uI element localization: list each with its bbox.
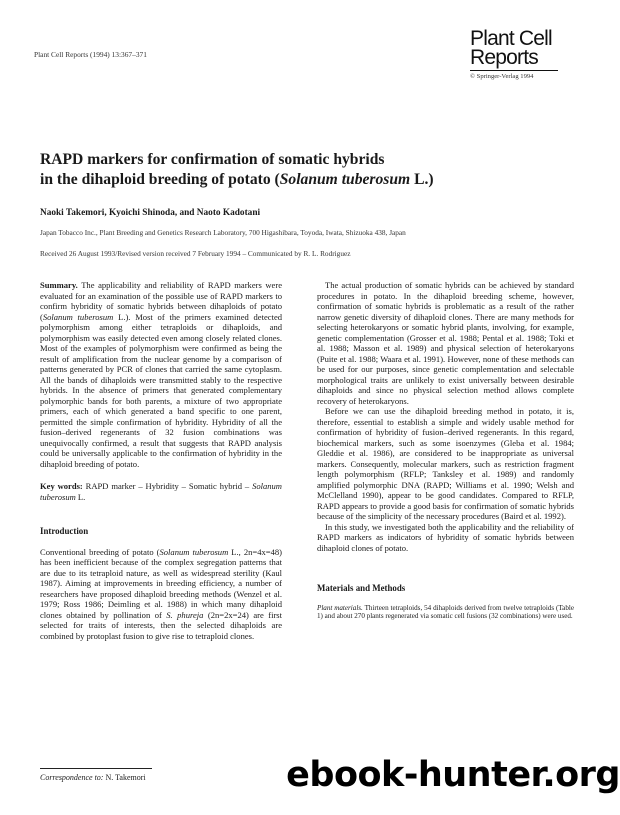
- keywords-label: Key words:: [40, 481, 83, 491]
- plant-materials-text: Thirteen tetraploids, 54 dihaploids derived from twelve tetraploids (Table 1) and about 270 plants regenerated via somatic cell fusions (32 combinations) were used.: [317, 603, 574, 621]
- right-paragraph-2: Before we can use the dihaploid breeding method in potato, it is, therefore, essential to establish a simple and widely usable method for confirmation of hybridity of fusion–derived regenerants. In this regard, biochemical markers, such as some isoenzymes (Gleba et al. 1984; Gleddie et al. 1986), are considered to be inappropriate as universal markers. Consequently, molecular markers, such as restriction fragment length polymorphism (RFLP; Tanksley et al. 1989) and randomly amplified polymorphic DNA (RAPD; Williams et al. 1990; Welsh and McClelland 1990), appear to be good candidates. Compared to RFLP, RAPD appears to provide a good basis for confirmation of somatic hybrids because of the simplicity of the necessary procedures (Baird et al. 1992).: [317, 406, 574, 521]
- summary: [40, 280, 282, 469]
- affiliation: Japan Tobacco Inc., Plant Breeding and Genetics Research Laboratory, 700 Higashibara, Toyoda, Iwata, Shizuoka 438, Japan: [40, 228, 406, 237]
- left-column: [40, 280, 282, 641]
- article-title: [40, 150, 600, 190]
- title-end: L.): [410, 171, 434, 188]
- correspondence-label: Correspondence to:: [40, 773, 104, 782]
- right-column: [317, 280, 574, 621]
- title-species: Solanum tuberosum: [279, 171, 411, 188]
- summary-text-1: The applicability and reliability of RAPD markers were evaluated for an examination of the possible use of RAPD markers to confirm hybridity of somatic hybrids between dihaploids of potato (: [40, 280, 282, 322]
- keywords-end: L.: [75, 491, 86, 502]
- right-paragraph-3: In this study, we investigated both the applicability and the reliability of RAPD markers as indicators of hybridity of somatic hybrids between dihaploid clones of potato.: [317, 521, 574, 553]
- correspondence-name: N. Takemori: [103, 773, 146, 782]
- intro-species: Solanum tuberosum: [159, 546, 229, 557]
- plant-materials-label: Plant materials.: [317, 603, 363, 612]
- title-line1: RAPD markers for confirmation of somatic hybrids: [40, 151, 385, 168]
- intro-species-2: S. phureja: [166, 609, 204, 620]
- title-part2: in the dihaploid breeding of potato (: [40, 171, 280, 188]
- summary-text-2: L.). Most of the primers examined detected polymorphism among either tetraploids or dihaploids, and polymorphism was easily detected even among closely related clones. Most of the examples of polymorphism were confirmed as being the result of amplification from the nuclear genome by a comparison of patterns generated by PCR of clones that carried the same cytoplasm. All the bands of dihaploids were transmitted stably to the respective hybrids. In the absence of primers that generated complementary polymorphic bands for both parents, a mixture of two appropriate primers, each of which generated a band specific to one parent, permitted the simple confirmation of hybridity. Hybridity of all the fusion–derived regenerants of 32 fusion combinations was unequivocally confirmed, a result that suggests that RAPD analysis could be universally applicable to the confirmation of hybridity in the dihaploid breeding of potato.: [40, 311, 283, 469]
- plant-materials: [317, 604, 574, 621]
- copyright: © Springer-Verlag 1994: [470, 73, 534, 80]
- keywords: [40, 481, 282, 502]
- keywords-text: RAPD marker – Hybridity – Somatic hybrid –: [82, 481, 253, 491]
- intro-text-1: Conventional breeding of potato (: [40, 546, 160, 557]
- introduction-paragraph: [40, 547, 282, 642]
- authors: Naoki Takemori, Kyoichi Shinoda, and Naoto Kadotani: [40, 208, 261, 218]
- keywords-species: Solanum tuberosum: [40, 481, 282, 502]
- title-line2: [40, 170, 600, 190]
- journal-rule: [470, 70, 558, 71]
- journal-logo: [470, 29, 590, 80]
- summary-species: Solanum tuberosum: [42, 311, 114, 322]
- footnote-rule: [40, 768, 152, 769]
- intro-text-2: L., 2n=4x=48) has been inefficient because of the complex segregation patterns that are due to its tetraploid nature, as well as widespread sterility (Kaul 1987). Aiming at improvements in breeding efficiency, a number of researchers have proposed dihaploid breeding methods (Wenzel et al. 1979; Ross 1986; Deimling et al. 1988) in which many dihaploid clones obtained by pollination of: [40, 546, 282, 620]
- introduction-heading: Introduction: [40, 526, 89, 536]
- journal-name-line1: Plant Cell: [470, 27, 552, 50]
- methods-heading: Materials and Methods: [317, 583, 406, 593]
- journal-name-line2: Reports: [470, 46, 538, 69]
- received-dates: Received 26 August 1993/Revised version received 7 February 1994 – Communicated by R. L. Rodriguez: [40, 249, 351, 258]
- intro-text-3: (2n=2x=24) are first selected for traits of interests, then the selected dihaploids are combined by protoplast fusion to give rise to tetraploid clones.: [40, 609, 282, 641]
- correspondence: [40, 773, 146, 782]
- summary-label: Summary.: [40, 280, 78, 290]
- journal-citation: Plant Cell Reports (1994) 13:367–371: [34, 50, 147, 59]
- right-paragraph-1: The actual production of somatic hybrids can be achieved by standard procedures in potato. In the dihaploid breeding scheme, however, confirmation of somatic hybrids is problematic as a result of the rather narrow genetic diversity of dihaploid clones. There are many methods for selecting heterokaryons or somatic hybrid plants, involving, for example, genetic complementation (Grosser et al. 1988; Pental et al. 1988; Toki et al. 1988; Masson et al. 1989) and physical selection of heterokaryons (Puite et al. 1988; Waara et al. 1991). However, none of these methods can be used for our purposes, since genetic complementation and selectable morphological traits are unlikely to exist universally between desirable dihaploids and since no physical selection method allows complete recovery of heterokaryons.: [317, 280, 574, 406]
- watermark: ebook-hunter.org: [286, 755, 620, 795]
